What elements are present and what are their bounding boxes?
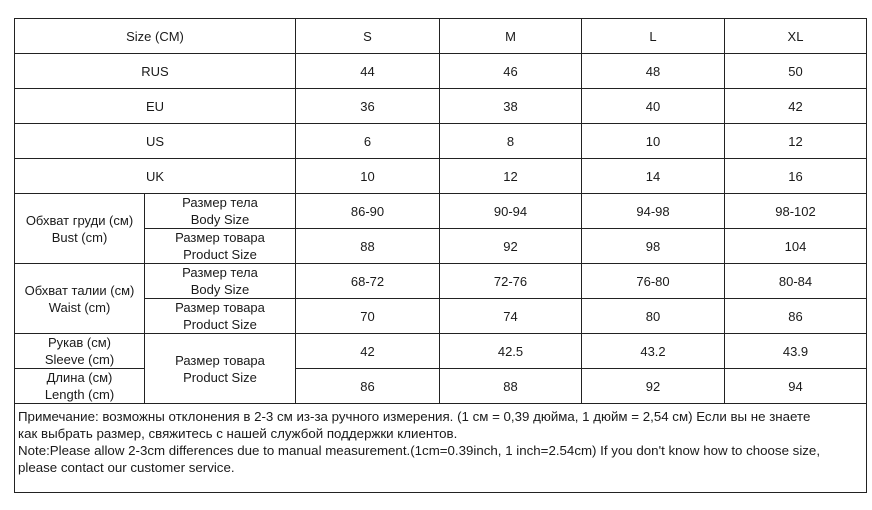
table-cell: 46	[440, 54, 582, 89]
table-cell: 10	[582, 124, 725, 159]
table-cell: 36	[296, 89, 440, 124]
product-size-label-en: Product Size	[183, 247, 257, 262]
product-size-label-en: Product Size	[183, 317, 257, 332]
size-header-s: S	[296, 19, 440, 54]
table-row-waist-body	[15, 264, 867, 299]
table-cell: 42	[296, 334, 440, 369]
body-size-label-en: Body Size	[190, 212, 250, 227]
product-size-label-en: Product Size	[183, 369, 257, 385]
bust-label	[15, 194, 145, 264]
product-size-label-ru: Размер товара	[175, 352, 265, 368]
table-cell: 86	[296, 369, 440, 404]
note-en-line-2: please contact our customer service.	[18, 460, 235, 475]
measurement-note	[15, 404, 867, 493]
table-cell: 42.5	[440, 334, 582, 369]
size-header-m: M	[440, 19, 582, 54]
length-label-ru: Длина (см)	[46, 370, 113, 385]
product-size-label-ru: Размер товара	[175, 300, 265, 315]
size-cm-header: Size (CM)	[15, 19, 296, 54]
sleeve-label-ru: Рукав (см)	[48, 335, 111, 350]
body-size-label	[145, 264, 296, 299]
table-cell: 92	[582, 369, 725, 404]
table-cell: 94	[725, 369, 867, 404]
table-cell: 10	[296, 159, 440, 194]
table-cell: 42	[725, 89, 867, 124]
table-cell: 16	[725, 159, 867, 194]
size-chart-table	[14, 18, 867, 493]
table-cell: 70	[296, 299, 440, 334]
table-cell: 86-90	[296, 194, 440, 229]
product-size-label	[145, 229, 296, 264]
table-cell: 90-94	[440, 194, 582, 229]
waist-label-en: Waist (cm)	[48, 299, 111, 315]
body-size-label-en: Body Size	[190, 282, 250, 297]
table-cell: 8	[440, 124, 582, 159]
note-ru-line-2: как выбрать размер, свяжитесь с нашей службой поддержки клиентов.	[18, 426, 458, 441]
table-row-note	[15, 404, 867, 493]
row-label: RUS	[15, 54, 296, 89]
note-ru-line-1: Примечание: возможны отклонения в 2-3 см из-за ручного измерения. (1 см = 0,39 дюйма, 1 дюйм = 2,54 см) Если вы не знаете	[18, 409, 811, 424]
table-cell: 88	[440, 369, 582, 404]
bust-label-ru: Обхват груди (см)	[25, 212, 134, 228]
table-cell: 40	[582, 89, 725, 124]
table-cell: 80	[582, 299, 725, 334]
body-size-label-ru: Размер тела	[182, 265, 258, 280]
table-cell: 104	[725, 229, 867, 264]
size-header-l: L	[582, 19, 725, 54]
table-cell: 48	[582, 54, 725, 89]
sleeve-label	[15, 334, 145, 369]
row-label: EU	[15, 89, 296, 124]
table-row-bust-body	[15, 194, 867, 229]
table-cell: 14	[582, 159, 725, 194]
product-size-label	[145, 299, 296, 334]
table-cell: 98	[582, 229, 725, 264]
table-cell: 43.2	[582, 334, 725, 369]
table-cell: 72-76	[440, 264, 582, 299]
length-label	[15, 369, 145, 404]
table-row-length	[15, 369, 867, 404]
table-cell: 76-80	[582, 264, 725, 299]
table-cell: 74	[440, 299, 582, 334]
table-row-sleeve	[15, 334, 867, 369]
waist-label-ru: Обхват талии (см)	[24, 282, 135, 298]
length-label-en: Length (cm)	[44, 387, 115, 402]
table-cell: 92	[440, 229, 582, 264]
table-cell: 94-98	[582, 194, 725, 229]
table-row-rus	[15, 54, 867, 89]
row-label: UK	[15, 159, 296, 194]
body-size-label	[145, 194, 296, 229]
product-size-label-ru: Размер товара	[175, 230, 265, 245]
table-row-eu	[15, 89, 867, 124]
table-cell: 98-102	[725, 194, 867, 229]
table-header-row	[15, 19, 867, 54]
table-cell: 44	[296, 54, 440, 89]
table-cell: 88	[296, 229, 440, 264]
table-cell: 12	[725, 124, 867, 159]
table-cell: 50	[725, 54, 867, 89]
size-header-xl: XL	[725, 19, 867, 54]
table-cell: 12	[440, 159, 582, 194]
sleeve-label-en: Sleeve (cm)	[44, 352, 115, 367]
table-cell: 68-72	[296, 264, 440, 299]
table-cell: 43.9	[725, 334, 867, 369]
product-size-shared-label	[145, 334, 296, 404]
row-label: US	[15, 124, 296, 159]
bust-label-en: Bust (cm)	[51, 229, 108, 245]
table-row-us	[15, 124, 867, 159]
table-cell: 80-84	[725, 264, 867, 299]
table-row-uk	[15, 159, 867, 194]
table-cell: 6	[296, 124, 440, 159]
table-cell: 86	[725, 299, 867, 334]
note-en-line-1: Note:Please allow 2-3cm differences due to manual measurement.(1cm=0.39inch, 1 inch=2.54cm) If you don't know how to choose size,	[18, 443, 821, 458]
body-size-label-ru: Размер тела	[182, 195, 258, 210]
waist-label	[15, 264, 145, 334]
table-cell: 38	[440, 89, 582, 124]
